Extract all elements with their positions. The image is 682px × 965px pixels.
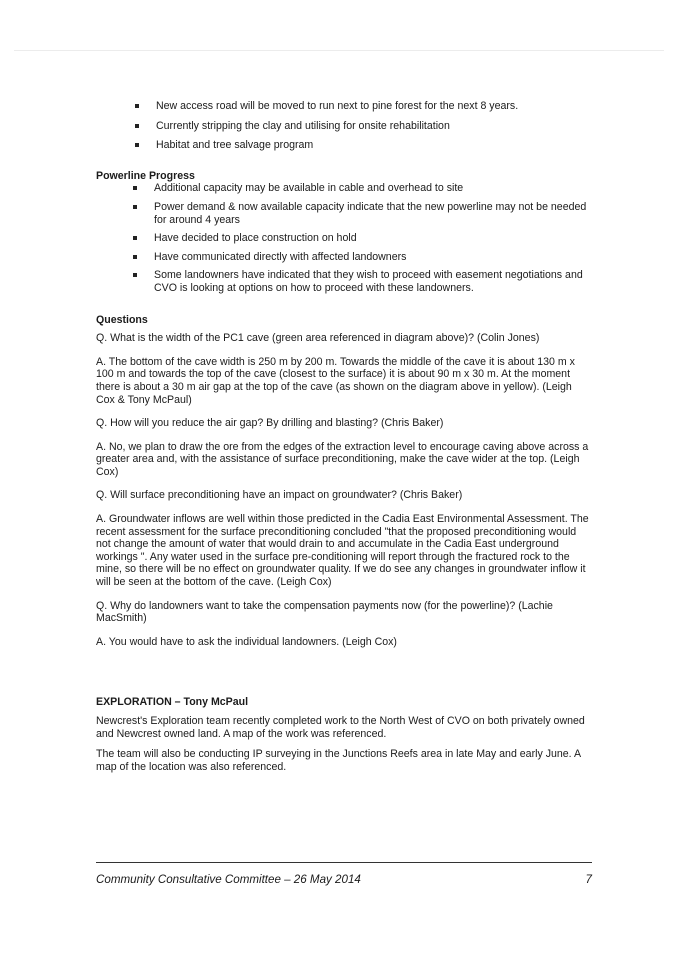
powerline-bullet-list (96, 182, 592, 294)
footer-title: Community Consultative Committee – 26 May 2014 (96, 873, 361, 886)
answer-paragraph: A. Groundwater inflows are well within those predicted in the Cadia East Environmental Assessment. The recent assessment for the surface preconditioning concluded "that the proposed preconditioning would not change the amount of water that would drain to and accumulate in the Cadia East underground workings ". Any water used in the surface pre-conditioning will report through the fractured rock to the mine, so there will be no effect on groundwater quality. If we do see any changes in groundwater inflow it will be seen at the bottom of the cave. (Leigh Cox) (96, 513, 589, 589)
question-paragraph: Q. Will surface preconditioning have an impact on groundwater? (Chris Baker) (96, 489, 463, 502)
powerline-heading: Powerline Progress (96, 169, 195, 182)
bullet-item: Some landowners have indicated that they wish to proceed with easement negotiations and CVO is looking at options on how to proceed with these landowners. (96, 269, 592, 294)
question-paragraph: Q. Why do landowners want to take the compensation payments now (for the powerline)? (Lachie MacSmith) (96, 599, 553, 625)
bullet-item: New access road will be moved to run next to pine forest for the next 8 years. (96, 100, 592, 113)
question-paragraph: Q. How will you reduce the air gap? By drilling and blasting? (Chris Baker) (96, 417, 444, 430)
answer-paragraph: A. You would have to ask the individual landowners. (Leigh Cox) (96, 635, 397, 648)
questions-heading: Questions (96, 313, 148, 326)
footer-divider (96, 862, 592, 863)
intro-bullet-list (96, 100, 592, 152)
bullet-item: Have communicated directly with affected landowners (96, 251, 592, 264)
bullet-item: Power demand & now available capacity indicate that the new powerline may not be needed for around 4 years (96, 201, 592, 226)
bullet-item: Additional capacity may be available in cable and overhead to site (96, 182, 592, 195)
document-body (96, 100, 592, 773)
exploration-paragraph: Newcrest's Exploration team recently completed work to the North West of CVO on both privately owned and Newcrest owned land. A map of the work was referenced. (96, 715, 585, 740)
question-paragraph: Q. What is the width of the PC1 cave (green area referenced in diagram above)? (Colin Jones) (96, 332, 540, 345)
page-number: 7 (585, 873, 592, 886)
top-divider (14, 50, 664, 51)
bullet-item: Habitat and tree salvage program (96, 139, 592, 152)
answer-paragraph: A. The bottom of the cave width is 250 m by 200 m. Towards the middle of the cave it is about 130 m x 100 m and towards the top of the cave (closest to the surface) it is about 90 m x 30 m. At the moment there is about a 30 m air gap at the top of the cave (as shown on the diagram above in yellow). (Leigh Cox & Tony McPaul) (96, 355, 575, 406)
bullet-item: Have decided to place construction on hold (96, 232, 592, 245)
exploration-heading: EXPLORATION – Tony McPaul (96, 696, 249, 709)
exploration-paragraph: The team will also be conducting IP surveying in the Junctions Reefs area in late May and early June. A map of the location was also referenced. (96, 748, 581, 773)
answer-paragraph: A. No, we plan to draw the ore from the edges of the extraction level to encourage caving above across a greater area and, with the assistance of surface preconditioning, make the cave wider at the top. (Leigh Cox) (96, 440, 589, 478)
bullet-item: Currently stripping the clay and utilising for onsite rehabilitation (96, 120, 592, 133)
page-footer (96, 873, 592, 886)
